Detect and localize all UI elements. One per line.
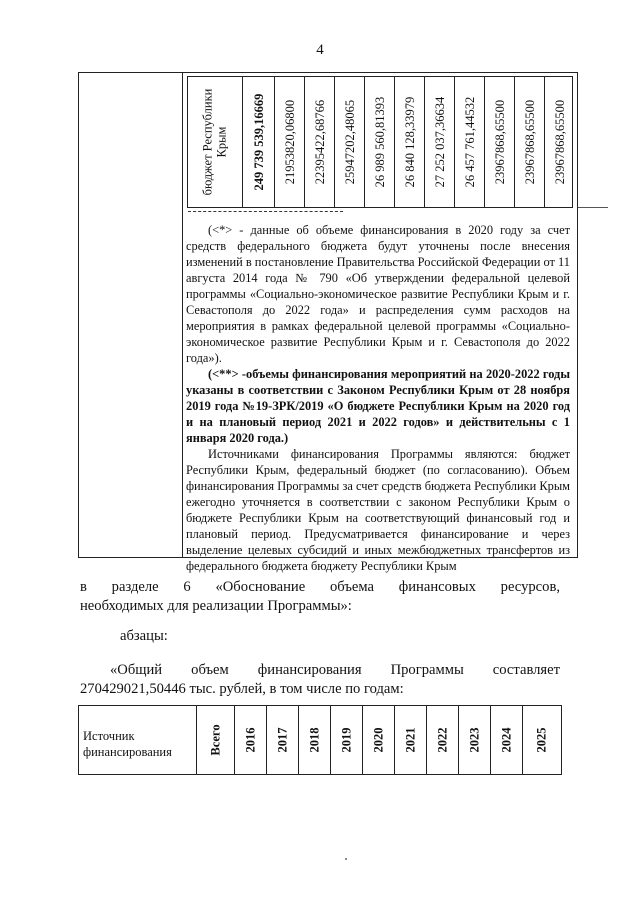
table-row-extension <box>578 207 608 208</box>
footnote-1: (<*> - данные об объеме финансирования в 2020 году за счет средств федерального бюджета будут уточнены после внесения изменений в постановление Правительства Российской Федерации от 11 августа 2014 года № 790 «Об утверждении федеральной целевой программы «Социально-экономическое развитие Республики Крым и г. Севастополя до 2022 года» и распределения сумм расходов на мероприятия в рамках федеральной целевой программы «Социально-экономическое развитие Республики Крым и г. Севастополя до 2022 года»). <box>186 223 570 365</box>
budget-value-cell <box>334 77 364 207</box>
footnote-2: (<**> -объемы финансирования мероприятий на 2020-2022 годы указаны в соответствии с Законом Республики Крым от 28 ноября 2019 года №19-ЗРК/2019 «О бюджете Республики Крым на 2020 год и на плановый период 2021 и 2022 годов» и действительны с 1 января 2020 года.) <box>186 367 570 445</box>
section-line-2: необходимых для реализации Программы»: <box>80 598 352 614</box>
budget-value-cell <box>364 77 394 207</box>
budget-total-cell <box>242 77 274 207</box>
year-cell <box>330 706 362 774</box>
budget-value: 26 457 761,44532 <box>462 96 477 188</box>
budget-value-cell <box>514 77 544 207</box>
budget-value: 23967868,65500 <box>552 99 567 185</box>
year-cell <box>298 706 330 774</box>
year-cell <box>426 706 458 774</box>
budget-value: 23967868,65500 <box>522 99 537 185</box>
budget-value: 21953820,06800 <box>282 99 297 185</box>
year-cell <box>234 706 266 774</box>
year-cell <box>522 706 560 774</box>
total-header-cell <box>196 706 234 774</box>
total-line-2: 270429021,50446 тыс. рублей, в том числе по годам: <box>80 681 404 697</box>
year-cell <box>490 706 522 774</box>
budget-value-cell <box>484 77 514 207</box>
source-header: Источник финансирования <box>83 729 172 759</box>
year-header: 2024 <box>499 727 513 753</box>
year-header: 2025 <box>534 727 548 753</box>
budget-value-cell <box>424 77 454 207</box>
year-cell <box>458 706 490 774</box>
year-header: 2017 <box>275 727 289 753</box>
year-header: 2023 <box>467 727 481 753</box>
scan-speck <box>345 858 347 860</box>
budget-value-cell <box>454 77 484 207</box>
budget-value: 23967868,65500 <box>492 99 507 185</box>
budget-value: 27 252 037,36634 <box>432 96 447 188</box>
budget-total: 249 739 539,16669 <box>251 93 266 191</box>
year-header: 2020 <box>371 727 385 753</box>
paragraphs-label: абзацы: <box>120 628 168 644</box>
year-header: 2018 <box>307 727 321 753</box>
budget-value-cell <box>304 77 334 207</box>
budget-value-cell <box>394 77 424 207</box>
funding-sources-text: Источниками финансирования Программы являются: бюджет Республики Крым, федеральный бюджет (по согласованию). Объем финансирования Программы за счет средств бюджета Республики Крым ежегодно уточняется в соответствии с законом Республики Крым о бюджете Республики Крым на соответствующий финансовый год и плановый период. Предусматривается финансирование и через выделение целевых субсидий и иных межбюджетных трансфертов из федерального бюджета бюджету Республики Крым <box>186 447 570 573</box>
year-header: 2022 <box>435 727 449 753</box>
year-header: 2019 <box>339 727 353 753</box>
budget-value: 22395422,68766 <box>312 99 327 185</box>
year-header: 2021 <box>403 727 417 753</box>
budget-value-cell <box>274 77 304 207</box>
budget-table <box>187 76 573 208</box>
year-header: 2016 <box>243 727 257 753</box>
budget-header-cell <box>188 77 242 207</box>
page-number: 4 <box>316 42 324 58</box>
year-cell <box>266 706 298 774</box>
section-line-1: в разделе 6 «Обоснование объема финансовых ресурсов, <box>80 579 560 595</box>
source-header-cell <box>79 706 196 774</box>
year-cell <box>362 706 394 774</box>
budget-value: 25947202,48065 <box>342 99 357 185</box>
budget-header: бюджет Республики Крым <box>200 88 229 196</box>
footnote-notes <box>186 222 570 574</box>
footnote-separator <box>188 211 343 212</box>
table-divider <box>182 72 183 558</box>
total-header: Всего <box>208 724 222 756</box>
budget-value: 26 840 128,33979 <box>402 96 417 188</box>
funding-table <box>78 705 562 775</box>
budget-value: 26 989 560,81393 <box>372 96 387 188</box>
budget-value-cell <box>544 77 574 207</box>
total-line-1: «Общий объем финансирования Программы составляет <box>110 662 560 678</box>
year-cell <box>394 706 426 774</box>
